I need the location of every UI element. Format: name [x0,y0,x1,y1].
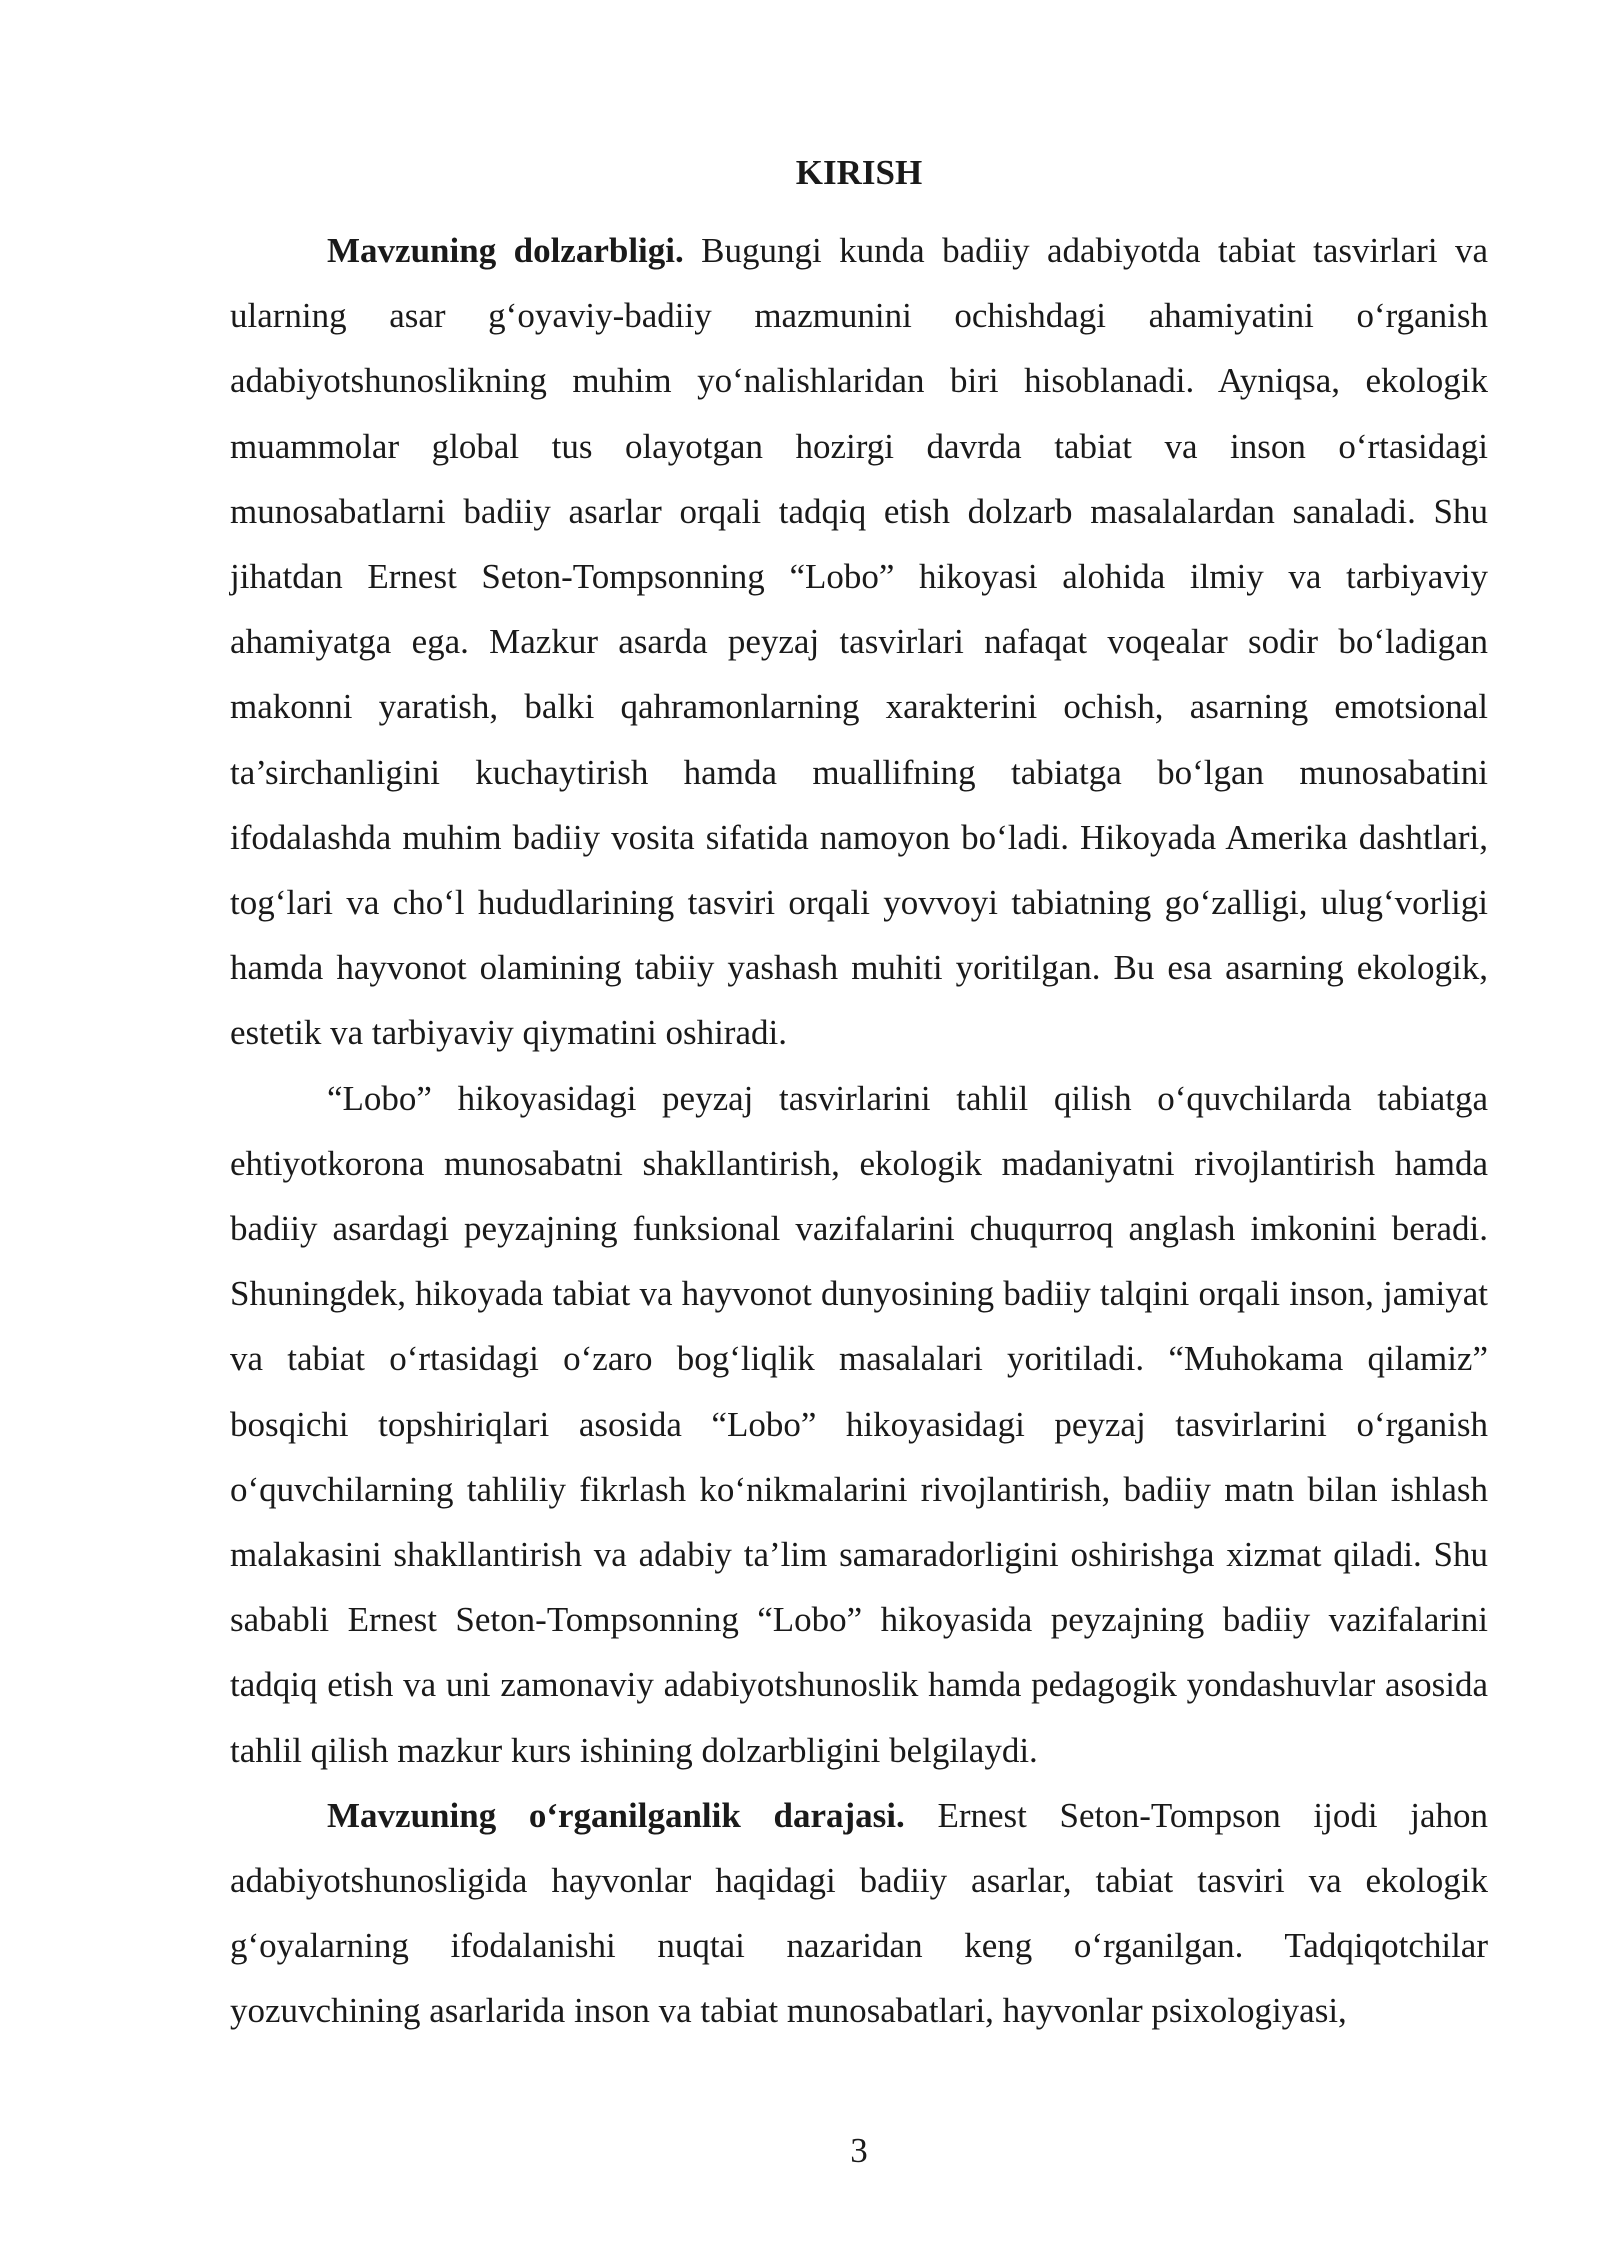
paragraph-lead-heading: Mavzuning dolzarbligi. [327,231,684,270]
paragraph-research-level [230,1783,1488,2044]
section-title: KIRISH [795,153,923,192]
paragraph-text: “Lobo” hikoyasidagi peyzaj tasvirlarini tahlil qilish o‘quvchilarda tabiatga ehtiyotkorona munosabatni shakllantirish, ekologik madaniyatni rivojlantirish hamda badiiy asardagi peyzajning funksional vazifalarini chuqurroq anglash imkonini beradi. Shuningdek, hikoyada tabiat va hayvonot dunyosining badiiy talqini orqali inson, jamiyat va tabiat o‘rtasidagi o‘zaro bog‘liqlik masalalari yoritiladi. “Muhokama qilamiz” bosqichi topshiriqlari asosida “Lobo” hikoyasidagi peyzaj tasvirlarini o‘rganish o‘quvchilarning tahliliy fikrlash ko‘nikmalarini rivojlantirish, badiiy matn bilan ishlash malakasini shakllantirish va adabiy ta’lim samaradorligini oshirishga xizmat qiladi. Shu sababli Ernest Seton-Tompsonning “Lobo” hikoyasida peyzajning badiiy vazifalarini tadqiq etish va uni zamonaviy adabiyotshunoslik hamda pedagogik yondashuvlar asosida tahlil qilish mazkur kurs ishining dolzarbligini belgilaydi. [230,1078,1488,1770]
document-body [230,218,1488,2044]
paragraph-lead-heading: Mavzuning o‘rganilganlik darajasi. [327,1795,905,1835]
paragraph-relevance [230,218,1488,1066]
paragraph-text: Bugungi kunda badiiy adabiyotda tabiat tasvirlari va ularning asar g‘oyaviy-badiiy mazmunini ochishdagi ahamiyatini o‘rganish adabiyotshunoslikning muhim yo‘nalishlaridan biri hisoblanadi. Ayniqsa, ekologik muammolar global tus olayotgan hozirgi davrda tabiat va inson o‘rtasidagi munosabatlarni badiiy asarlar orqali tadqiq etish dolzarb masalalardan sanaladi. Shu jihatdan Ernest Seton-Tompsonning “Lobo” hikoyasi alohida ilmiy va tarbiyaviy ahamiyatga ega. Mazkur asarda peyzaj tasvirlari nafaqat voqealar sodir bo‘ladigan makonni yaratish, balki qahramonlarning xarakterini ochish, asarning emotsional ta’sirchanligini kuchaytirish hamda muallifning tabiatga bo‘lgan munosabatini ifodalashda muhim badiiy vosita sifatida namoyon bo‘ladi. Hikoyada Amerika dashtlari, tog‘lari va cho‘l hududlarining tasviri orqali yovvoyi tabiatning go‘zalligi, ulug‘vorligi hamda hayvonot olamining tabiiy yashash muhiti yoritilgan. Bu esa asarning ekologik, estetik va tarbiyaviy qiymatini oshiradi. [230,231,1489,1053]
paragraph-lobo-analysis [230,1066,1488,1783]
page-number: 3 [850,2131,868,2170]
paragraph-text: Ernest Seton-Tompson ijodi jahon adabiyotshunosligida hayvonlar haqidagi badiiy asarlar, tabiat tasviri va ekologik g‘oyalarning ifodalanishi nuqtai nazaridan keng o‘rganilgan. Tadqiqotchilar yozuvchining asarlarida inson va tabiat munosabatlari, hayvonlar psixologiyasi, [230,1795,1488,2031]
